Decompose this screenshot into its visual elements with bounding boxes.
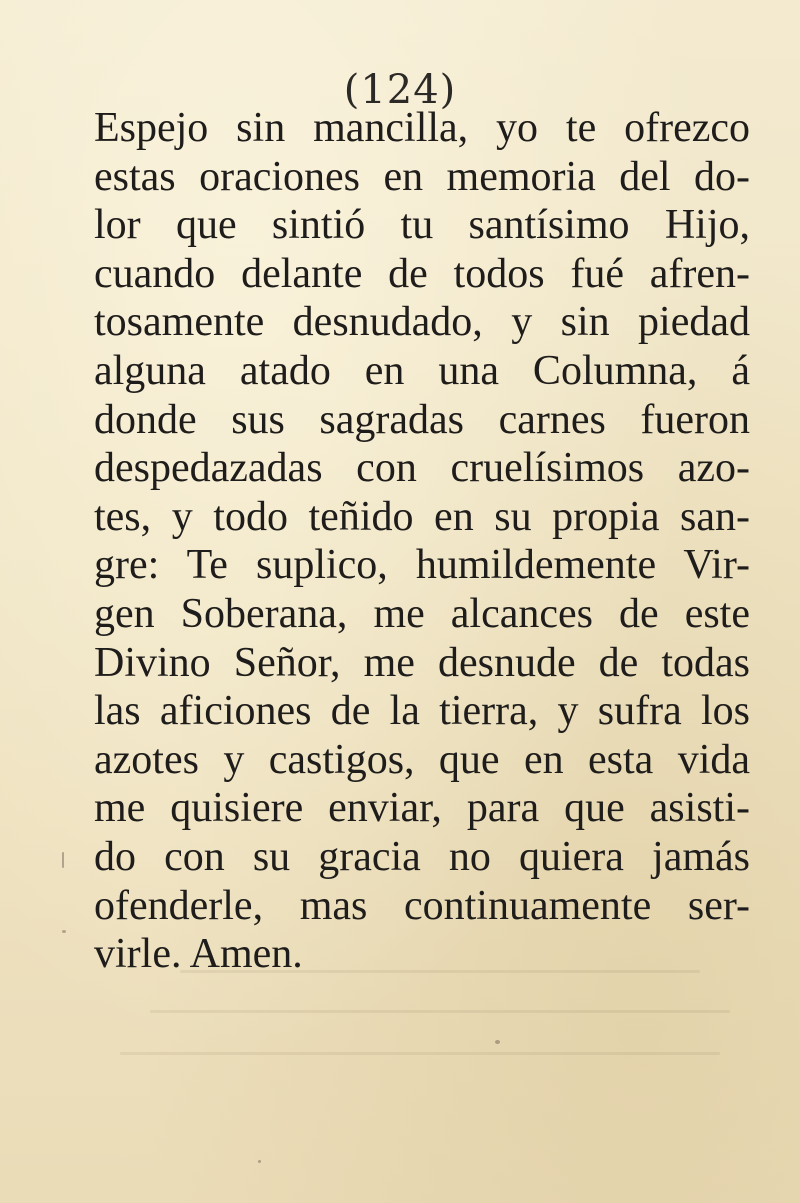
paper-speck: [62, 930, 66, 933]
text-line: ofenderle, mas continuamente ser-: [94, 882, 750, 929]
paper-speck: [62, 852, 64, 868]
text-line: lor que sintió tu santísimo Hijo,: [94, 202, 750, 249]
text-line: gen Soberana, me alcances de este: [94, 590, 750, 637]
text-line: cuando delante de todos fué afren-: [94, 250, 750, 297]
text-line: tosamente desnudado, y sin piedad: [94, 299, 750, 346]
text-line: tes, y todo teñido en su propia san-: [94, 493, 750, 540]
page-number: (124): [343, 67, 457, 113]
text-line-last: virle. Amen.: [94, 931, 303, 978]
text-line: estas oraciones en memoria del do-: [94, 153, 750, 200]
paper-speck: [495, 1040, 500, 1044]
text-line: Espejo sin mancilla, yo te ofrezco: [94, 105, 750, 151]
text-line: me quisiere enviar, para que asisti-: [94, 785, 750, 832]
paper-speck: [258, 1160, 261, 1163]
text-line: donde sus sagradas carnes fueron: [94, 396, 750, 443]
text-line: alguna atado en una Columna, á: [94, 347, 750, 394]
text-line: las aficiones de la tierra, y sufra los: [94, 688, 750, 735]
text-line: despedazadas con cruelísimos azo-: [94, 445, 750, 492]
text-line: do con su gracia no quiera jamás: [94, 833, 750, 880]
text-line: gre: Te suplico, humildemente Vir-: [94, 542, 750, 589]
text-line: Divino Señor, me desnude de todas: [94, 639, 750, 686]
text-line: azotes y castigos, que en esta vida: [94, 736, 750, 783]
body-text: [94, 104, 750, 979]
